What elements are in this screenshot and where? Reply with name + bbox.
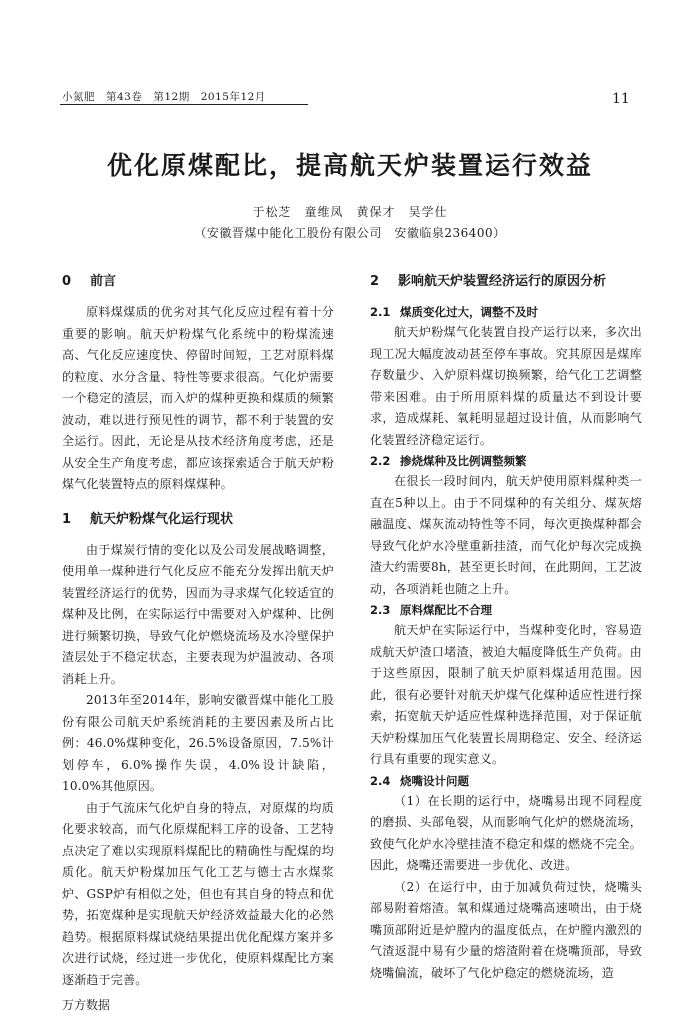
paragraph: 航天炉粉煤气化装置自投产运行以来，多次出现工况大幅度波动甚至停车事故。究其原因是煤库存数量少、入炉原料煤切换频繁，给气化工艺调整带来困难。由于所用原料煤的质量达不到设计要求，造成煤耗、氧耗明显超过设计值，从而影响气化装置经济稳定运行。 — [370, 325, 642, 447]
section-title: 影响航天炉装置经济运行的原因分析 — [398, 274, 607, 289]
subsection-heading-2-3 — [370, 600, 642, 620]
section-heading-2 — [370, 272, 642, 292]
subsection-heading-2-2 — [370, 451, 642, 471]
paragraph: （1）在长期的运行中，烧嘴易出现不同程度的磨损、头部龟裂，从而影响气化炉的燃烧流场，致使气化炉水冷壁挂渣不稳定和煤的燃烧不完全。因此，烧嘴还需要进一步优化、改进。 — [370, 793, 642, 872]
page-number: 11 — [612, 91, 630, 107]
paragraph: 由于气流床气化炉自身的特点，对原煤的均质化要求较高，而气化原煤配料工序的设备、工艺特点决定了难以实现原料煤配比的精确性与配煤的均质化。航天炉粉煤加压气化工艺与德士古水煤浆炉、GSP炉有相似之处，但也有其自身的特点和优势，拓宽煤种是实现航天炉经济效益最大化的必然趋势。根据原料煤试烧结果提出优化配煤方案并多次进行试烧，经过进一步优化，使原料煤配比方案逐渐趋于完善。 — [62, 800, 334, 987]
paragraph: 原料煤煤质的优劣对其气化反应过程有着十分重要的影响。航天炉粉煤气化系统中的粉煤流速高、气化反应速度快、停留时间短，工艺对原料煤的粒度、水分含量、特性等要求很高。气化炉需要一个稳定的渣层，而入炉的煤种更换和煤质的频繁波动，难以进行预见性的调节，都不利于装置的安全运行。因此，无论是从技术经济角度考虑，还是从安全生产角度考虑，都应该探索适合于航天炉粉煤气化装置特点的原料煤煤种。 — [62, 305, 334, 491]
section-number: 1 — [62, 511, 72, 527]
running-header: 小氮肥 第43卷 第12期 2015年12月 — [62, 91, 266, 103]
section-heading-0 — [62, 272, 334, 292]
header-rule — [60, 104, 308, 105]
author-list: 于松芝 童维凤 黄保才 吴学仕 — [252, 205, 448, 219]
paragraph: （2）在运行中，由于加减负荷过快，烧嘴头部易附着熔渣。氧和煤通过烧嘴高速喷出，由于烧嘴顶部附近是炉膛内的温度低点，在炉膛内激烈的气渣返混中易有少量的熔渣附着在烧嘴顶部，导致烧嘴偏流，破坏了气化炉稳定的燃烧流场，造 — [370, 879, 642, 980]
right-column — [370, 272, 642, 984]
paragraph: 2013年至2014年，影响安徽晋煤中能化工股份有限公司航天炉系统消耗的主要因素及所占比例：46.0%煤种变化，26.5%设备原因，7.5%计划停车，6.0%操作失误，4.0%设计缺陷，10.0%其他原因。 — [62, 693, 334, 793]
article-title: 优化原煤配比，提高航天炉装置运行效益 — [106, 151, 593, 180]
subsection-title: 煤质变化过大，调整不及时 — [400, 305, 538, 319]
subsection-number: 2.4 — [370, 773, 391, 788]
paragraph: 航天炉在实际运行中，当煤种变化时，容易造成航天炉渣口堵渣，被迫大幅度降低生产负荷。由于这些原因，限制了航天炉原料煤适用范围。因此，很有必要针对航天炉煤气化煤种适应性进行探索，拓宽航天炉适应性煤种选择范围，对于保证航天炉粉煤加压气化装置长周期稳定、安全、经济运行具有重要的现实意义。 — [370, 623, 642, 766]
paragraph: 由于煤炭行情的变化以及公司发展战略调整，使用单一煤种进行气化反应不能充分发挥出航天炉装置经济运行的优势，因而为寻求煤气化较适宜的煤种及比例，在实际运行中需要对入炉煤种、比例进行频繁切换，导致气化炉燃烧流场及水冷壁保护渣层处于不稳定状态，主要表现为炉温波动、各项消耗上升。 — [62, 542, 334, 686]
subsection-title: 烧嘴设计问题 — [400, 773, 469, 788]
left-column — [62, 272, 334, 991]
section-title: 航天炉粉煤气化运行现状 — [90, 511, 234, 527]
subsection-title: 原料煤配比不合理 — [400, 603, 492, 617]
subsection-title: 掺烧煤种及比例调整频繁 — [400, 454, 527, 468]
subsection-number: 2.3 — [370, 603, 391, 617]
section-title: 前言 — [90, 274, 117, 289]
subsection-number: 2.2 — [370, 454, 391, 468]
section-number: 0 — [62, 274, 72, 289]
footer-watermark: 万方数据 — [62, 998, 111, 1012]
section-number: 2 — [370, 274, 380, 289]
section-heading-1 — [62, 510, 334, 530]
affiliation: （安徽晋煤中能化工股份有限公司 安徽临泉236400） — [194, 226, 506, 240]
subsection-heading-2-1 — [370, 302, 642, 322]
subsection-heading-2-4 — [370, 771, 642, 791]
paragraph: 在很长一段时间内，航天炉使用原料煤种类一直在5种以上。由于不同煤种的有关组分、煤灰熔融温度、煤灰流动特性等不同，每次更换煤种都会导致气化炉水冷壁重新挂渣，而气化炉每次完成换渣大约需要8h，甚至更长时间，在此期间，工艺波动，各项消耗也随之上升。 — [370, 474, 642, 596]
subsection-number: 2.1 — [370, 305, 391, 319]
